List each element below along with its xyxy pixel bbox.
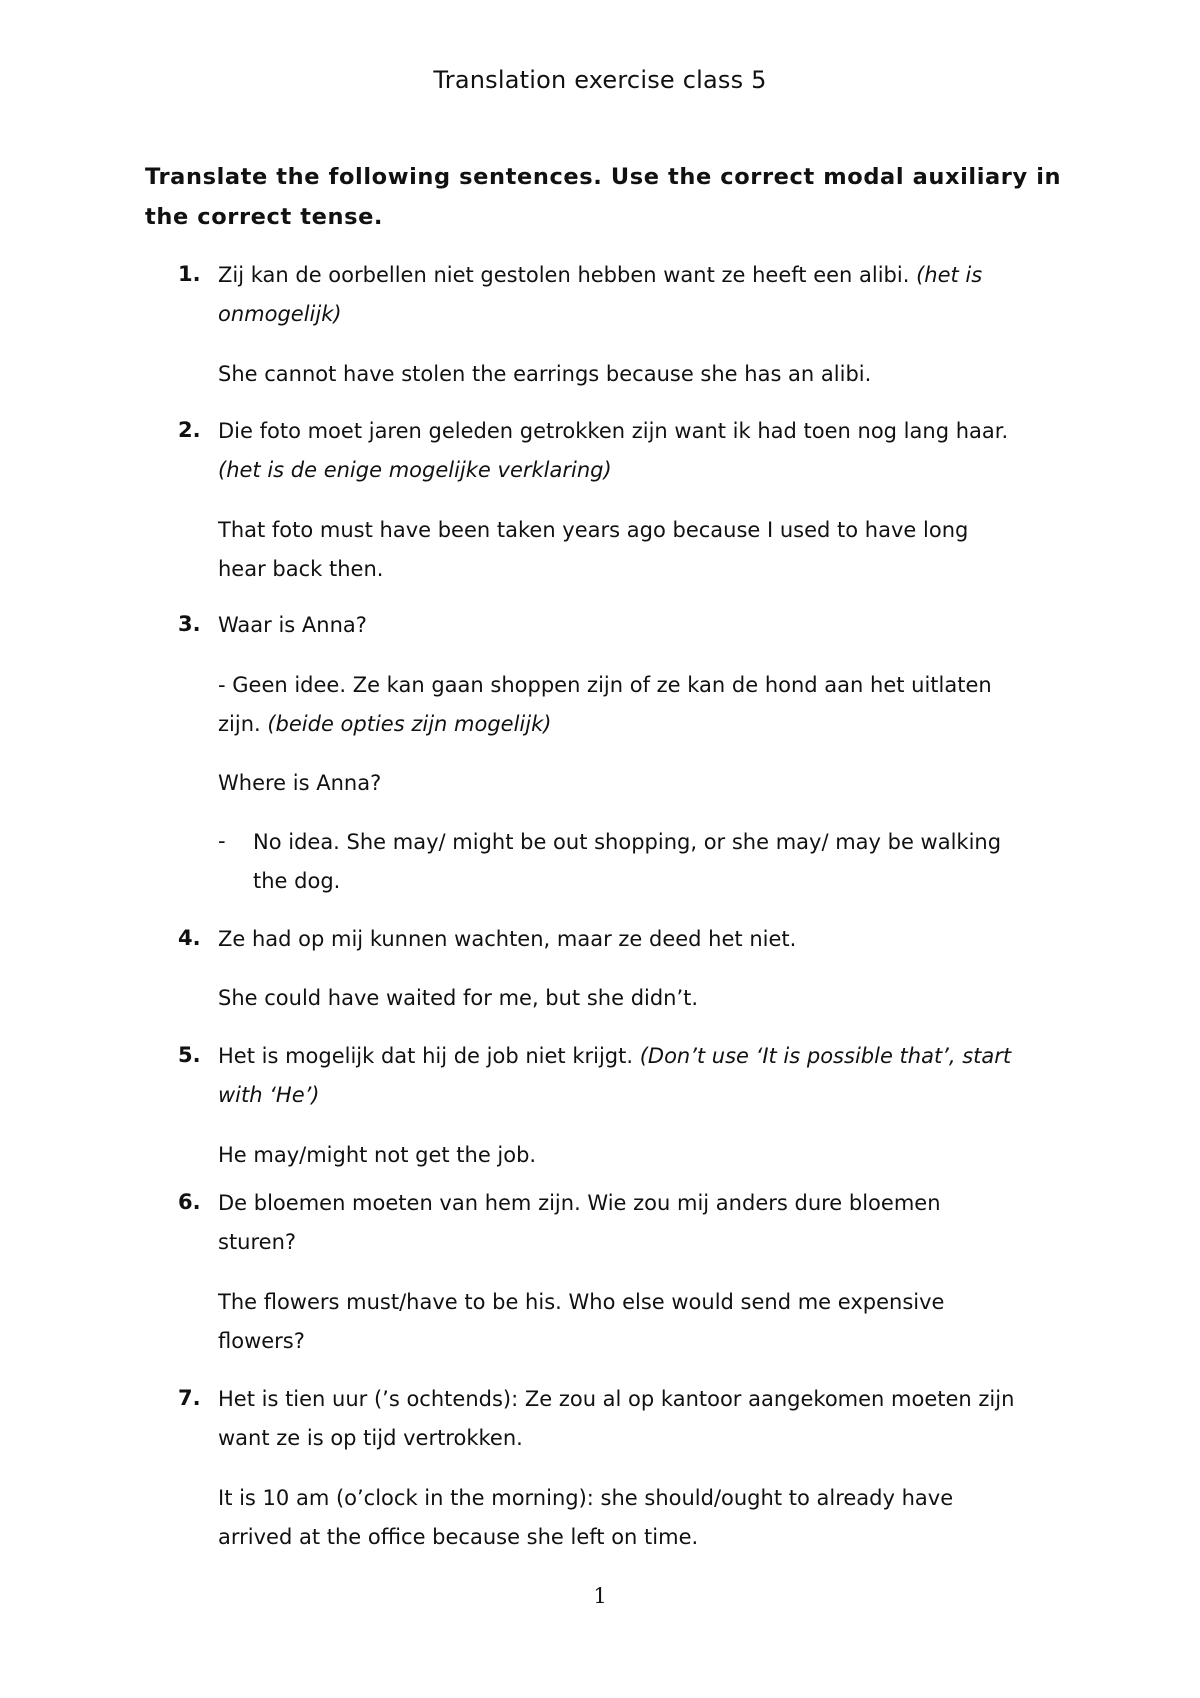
english-translation: arrived at the office because she left on time. — [218, 1525, 699, 1549]
list-dash: - — [218, 829, 226, 853]
dutch-hint: (Don’t use ‘It is possible that’, start — [639, 1044, 1012, 1068]
dutch-hint: (beide opties zijn mogelijk) — [267, 712, 552, 736]
item-dutch-line — [218, 256, 1088, 294]
dutch-sentence: Waar is Anna? — [218, 613, 367, 637]
english-reply: No idea. She may/ might be out shopping, or she may/ may be walking — [253, 830, 1002, 854]
dutch-sentence: Het is tien uur (’s ochtends): Ze zou al op kantoor aangekomen moeten zijn — [218, 1387, 1015, 1411]
dutch-reply-line — [218, 705, 1088, 743]
item-number: 5. — [178, 1043, 201, 1067]
item-number: 2. — [178, 418, 201, 442]
dutch-hint-line: with ‘He’) — [218, 1083, 320, 1107]
dutch-reply-text: zijn. — [218, 712, 268, 736]
document-title: Translation exercise class 5 — [433, 66, 767, 94]
english-translation: The flowers must/have to be his. Who else would send me expensive — [218, 1290, 945, 1314]
dutch-sentence: Ze had op mij kunnen wachten, maar ze deed het niet. — [218, 927, 797, 951]
dutch-reply: - Geen idee. Ze kan gaan shoppen zijn of ze kan de hond aan het uitlaten — [218, 673, 992, 697]
item-number: 4. — [178, 926, 201, 950]
item-number: 6. — [178, 1190, 201, 1214]
dutch-hint: (het is — [916, 263, 983, 287]
english-translation: hear back then. — [218, 557, 384, 581]
instructions: Translate the following sentences. Use the correct modal auxiliary in the correct tense. — [145, 164, 1062, 230]
dutch-hint-line: onmogelijk) — [218, 302, 342, 326]
item-dutch-line — [218, 1037, 1088, 1075]
dutch-sentence: Die foto moet jaren geleden getrokken zijn want ik had toen nog lang haar. — [218, 419, 1009, 443]
dutch-sentence: Het is mogelijk dat hij de job niet krijgt. — [218, 1044, 640, 1068]
english-translation: She cannot have stolen the earrings because she has an alibi. — [218, 362, 872, 386]
item-number: 7. — [178, 1386, 201, 1410]
english-translation: It is 10 am (o’clock in the morning): she should/ought to already have — [218, 1486, 954, 1510]
dutch-sentence: want ze is op tijd vertrokken. — [218, 1426, 523, 1450]
dutch-sentence: De bloemen moeten van hem zijn. Wie zou mij anders dure bloemen — [218, 1191, 941, 1215]
dutch-hint-line: (het is de enige mogelijke verklaring) — [218, 458, 612, 482]
english-translation: flowers? — [218, 1329, 305, 1353]
english-translation: He may/might not get the job. — [218, 1143, 537, 1167]
item-number: 1. — [178, 262, 201, 286]
item-number: 3. — [178, 612, 201, 636]
dutch-sentence: sturen? — [218, 1230, 297, 1254]
english-reply: the dog. — [253, 869, 341, 893]
page-number: 1 — [593, 1584, 607, 1608]
dutch-sentence: Zij kan de oorbellen niet gestolen hebben want ze heeft een alibi. — [218, 263, 917, 287]
english-question: Where is Anna? — [218, 771, 382, 795]
english-translation: That foto must have been taken years ago because I used to have long — [218, 518, 969, 542]
english-translation: She could have waited for me, but she didn’t. — [218, 986, 699, 1010]
